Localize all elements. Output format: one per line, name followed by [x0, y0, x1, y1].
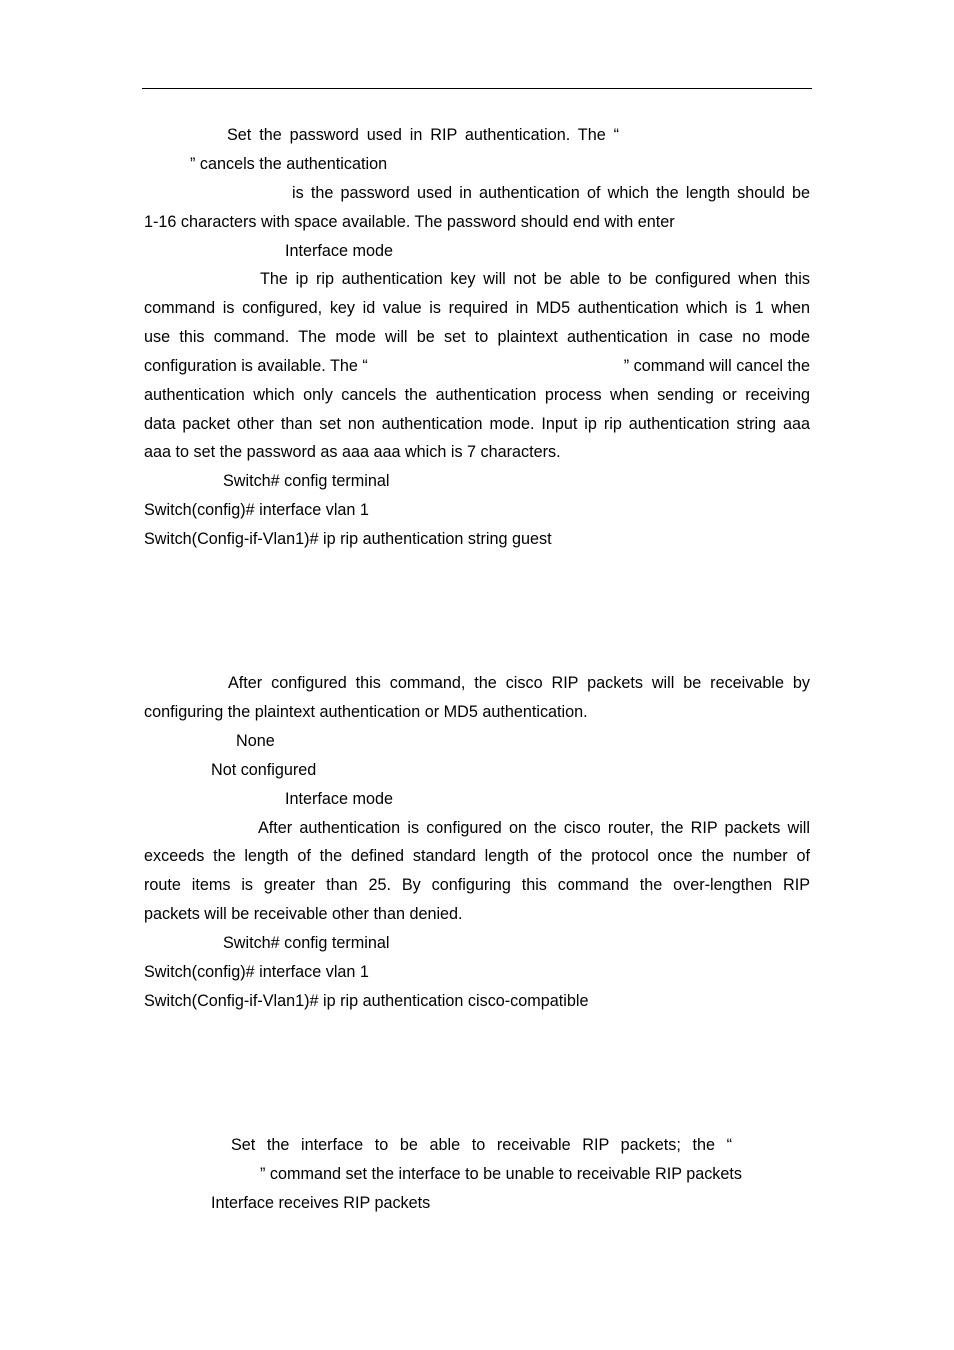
s1-usage-line7: aaa to set the password as aaa aaa which is 7 characters.: [144, 443, 561, 461]
header-rule: [142, 88, 812, 89]
s1-command-mode: Interface mode: [285, 242, 393, 260]
s2-usage-line4: packets will be receivable other than denied.: [144, 905, 463, 923]
s2-parameter: None: [236, 732, 275, 750]
s2-usage-line3: route items is greater than 25. By configuring this command the over-lengthen RIP: [144, 876, 810, 894]
s1-parameter-line2: 1-16 characters with space available. The password should end with enter: [144, 213, 675, 231]
s1-parameter-line1: is the password used in authentication of which the length should be: [292, 184, 810, 202]
s1-example-line1: Switch# config terminal: [223, 472, 390, 490]
s1-function-line1: Set the password used in RIP authentication. The “: [227, 126, 619, 144]
s1-usage-line5: authentication which only cancels the authentication process when sending or receiving: [144, 386, 810, 404]
s1-usage-line4a: configuration is available. The “: [144, 357, 368, 375]
s2-function-line2: configuring the plaintext authentication or MD5 authentication.: [144, 703, 588, 721]
s2-command-mode: Interface mode: [285, 790, 393, 808]
s1-function-line2: ” cancels the authentication: [190, 155, 388, 173]
s1-usage-line2: command is configured, key id value is required in MD5 authentication which is 1 when: [144, 299, 810, 317]
s2-default: Not configured: [211, 761, 317, 779]
s2-usage-line1: After authentication is configured on the cisco router, the RIP packets will: [258, 819, 810, 837]
s2-usage-line2: exceeds the length of the defined standard length of the protocol once the number of: [144, 847, 810, 865]
s2-function-line1: After configured this command, the cisco RIP packets will be receivable by: [228, 674, 810, 692]
s3-function-line2: ” command set the interface to be unable to receivable RIP packets: [260, 1165, 742, 1183]
s1-usage-line6: data packet other than set non authentication mode. Input ip rip authentication string aaa: [144, 415, 810, 433]
s2-example-line2: Switch(config)# interface vlan 1: [144, 963, 369, 981]
s3-default: Interface receives RIP packets: [211, 1194, 431, 1212]
s2-example-line1: Switch# config terminal: [223, 934, 390, 952]
s1-usage-line3: use this command. The mode will be set to plaintext authentication in case no mode: [144, 328, 810, 346]
s1-usage-line1: The ip rip authentication key will not be able to be configured when this: [260, 270, 810, 288]
s3-function-line1: Set the interface to be able to receivable RIP packets; the “: [231, 1136, 732, 1154]
s1-usage-line4b: ” command will cancel the: [623, 357, 810, 375]
s2-example-line3: Switch(Config-if-Vlan1)# ip rip authentication cisco-compatible: [144, 992, 589, 1010]
s1-example-line2: Switch(config)# interface vlan 1: [144, 501, 369, 519]
s1-example-line3: Switch(Config-if-Vlan1)# ip rip authentication string guest: [144, 530, 552, 548]
